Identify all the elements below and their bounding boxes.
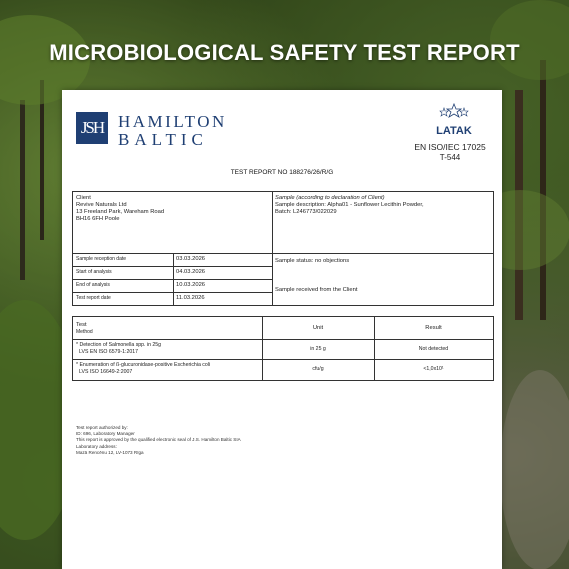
date-value: 10.03.2026 (176, 282, 206, 288)
row-unit: cfu/g (312, 366, 324, 372)
header-unit: Unit (312, 325, 324, 331)
accreditation-standard: EN ISO/IEC 17025 (414, 142, 486, 152)
date-label: End of analysis (76, 282, 110, 288)
latak-accreditation-logo (430, 102, 478, 142)
row-unit: in 25 g (310, 346, 326, 352)
page-headline: MICROBIOLOGICAL SAFETY TEST REPORT (49, 40, 520, 65)
footer-seal-note: This report is approved by the qualified electronic seal of J.S. Hamilton Baltic SIA (76, 437, 241, 443)
report-footer (76, 425, 241, 456)
row-method: LVS ISO 16649-2:2007 (79, 369, 133, 375)
row-test: * Enumeration of ß-glucuronidase-positive Escherichia coli (76, 362, 211, 368)
lab-name-line1: HAMILTON (118, 112, 227, 131)
header-result: Result (425, 325, 442, 331)
lab-name-line2: BALTIC (118, 130, 208, 149)
header-test: Test (76, 322, 87, 328)
client-sample-table (72, 191, 494, 306)
header-method: Method (76, 329, 93, 335)
sample-heading: Sample (according to declaration of Client) (275, 195, 385, 201)
footer-address-label: Laboratory address: (76, 443, 117, 449)
accreditation-logo-text: LATAK (436, 125, 472, 137)
date-label: Start of analysis (76, 269, 112, 275)
results-table (72, 316, 494, 381)
row-result: Not detected (418, 346, 449, 352)
row-test: * Detection of Salmonella spp. in 25g (76, 342, 162, 348)
client-address-line2: BH16 6FH Poole (76, 216, 120, 222)
report-number: TEST REPORT NO 188276/26/R/G (230, 169, 334, 176)
sample-description: Sample description: Alpha01 - Sunflower Lecithin Powder, (275, 202, 424, 208)
client-address-line1: 13 Freeland Park, Wareham Road (76, 209, 165, 215)
sample-status: Sample status: no objections (275, 258, 350, 264)
row-result: <1,0x10¹ (423, 366, 444, 372)
date-label: Sample reception date (76, 256, 127, 262)
sample-received: Sample received from the Client (275, 287, 358, 293)
client-name: Revive Naturals Ltd (76, 202, 127, 208)
hamilton-baltic-logo-mark: JSH (76, 112, 108, 144)
accreditation-number: T-544 (439, 153, 461, 162)
row-method: LVS EN ISO 6579-1:2017 (79, 349, 139, 355)
client-label: Client (76, 195, 91, 201)
test-report-document (62, 90, 502, 569)
footer-authorized: Test report authorized by: (76, 425, 128, 430)
date-value: 03.03.2026 (176, 256, 206, 262)
sample-batch: Batch: L246773/022029 (275, 209, 337, 215)
footer-address: Mazā Rencēnu 12, LV-1073 Rīga (76, 449, 144, 455)
date-label: Test report date (76, 295, 111, 301)
footer-authorizer-id: ID: 696, Laboratory Manager (76, 431, 135, 437)
date-value: 11.03.2026 (176, 295, 205, 301)
date-value: 04.03.2026 (176, 269, 206, 275)
